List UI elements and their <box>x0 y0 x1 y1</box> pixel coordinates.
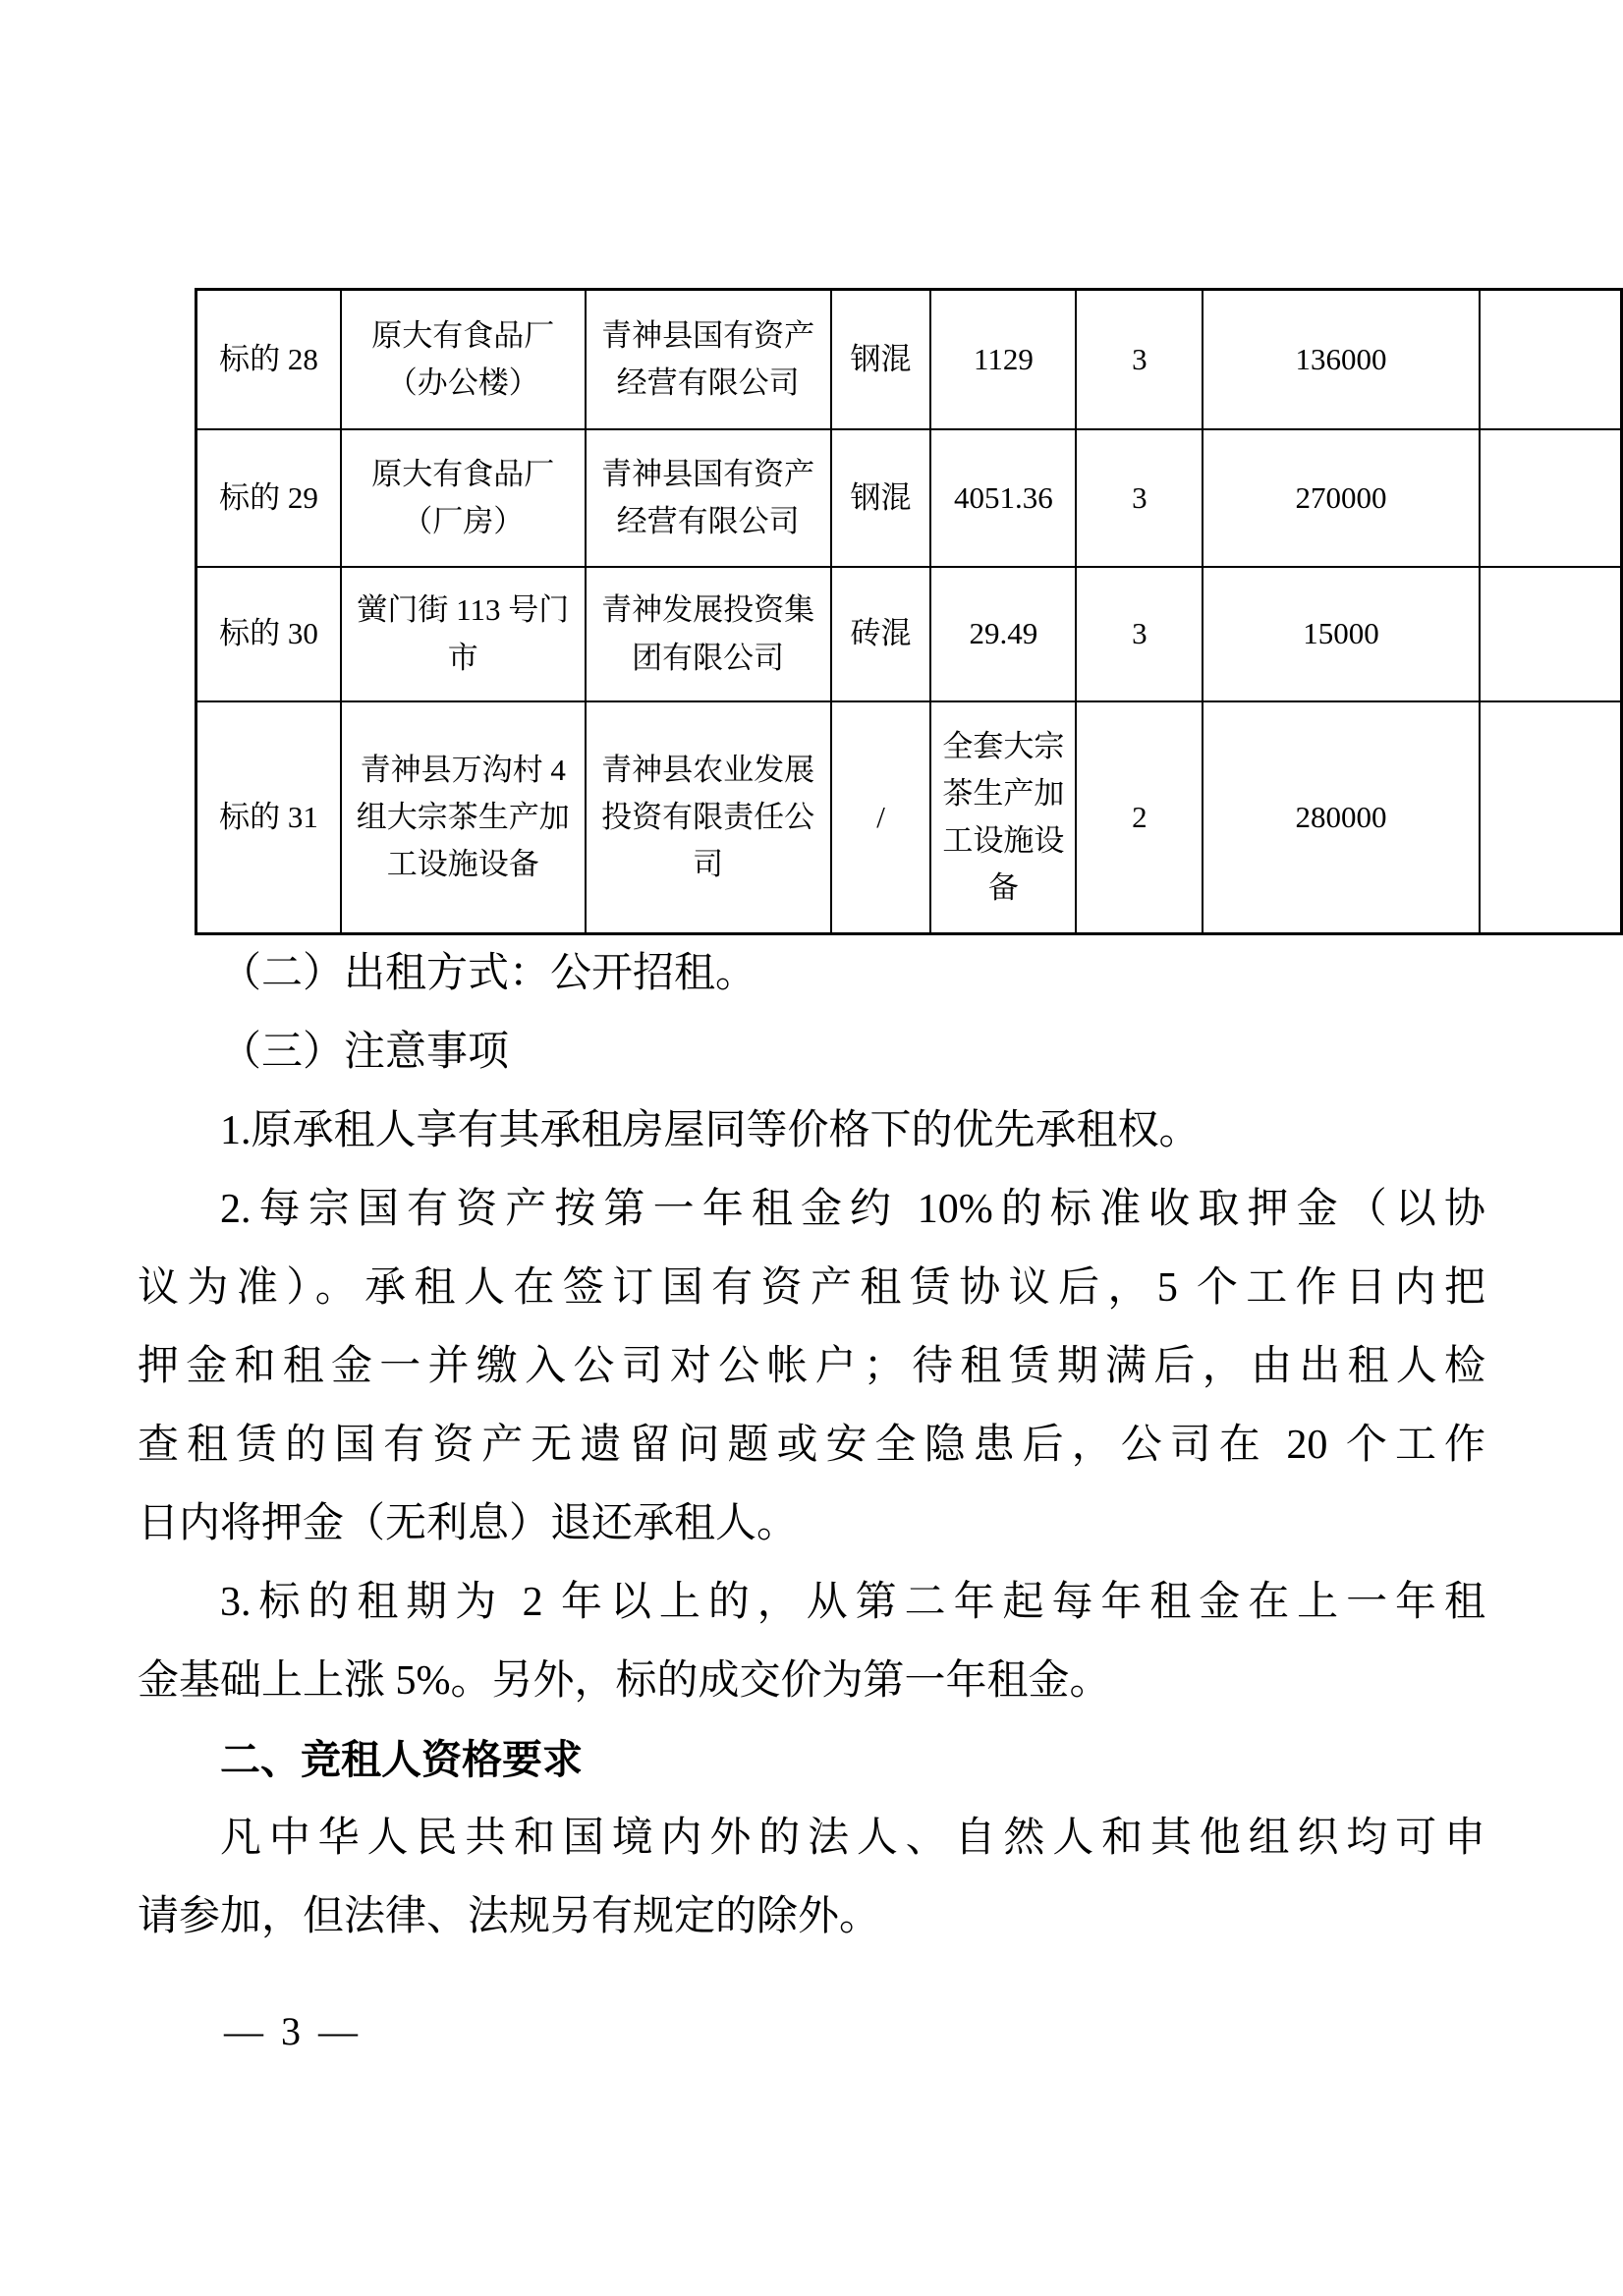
paragraph-line-notes-heading: （三）注意事项 <box>220 1030 510 1075</box>
cell-structure: 砖混 <box>831 567 931 701</box>
paragraph-line-rental-method: （二）出租方式：公开招租。 <box>220 951 757 996</box>
cell-term-years: 2 <box>1076 701 1203 934</box>
table-row <box>196 429 1622 567</box>
cell-price: 280000 <box>1203 701 1479 934</box>
cell-structure: 钢混 <box>831 290 931 430</box>
paragraph-line-qualif-b: 请参加，但法律、法规另有规定的除外。 <box>138 1894 881 1939</box>
cell-structure: / <box>831 701 931 934</box>
paragraph-line-note2-a: 2.每宗国有资产按第一年租金约 10%的标准收取押金（以协 <box>220 1187 1485 1232</box>
table-row <box>196 290 1622 430</box>
cell-lot-id: 标的 29 <box>196 429 341 567</box>
cell-price: 136000 <box>1203 290 1479 430</box>
cell-area: 29.49 <box>930 567 1076 701</box>
paragraph-line-note3-b: 金基础上上涨 5%。另外，标的成交价为第一年租金。 <box>138 1658 1111 1704</box>
cell-asset-name: 原大有食品厂（办公楼） <box>341 290 586 430</box>
cell-asset-name: 青神县万沟村 4 组大宗茶生产加工设施设备 <box>341 701 586 934</box>
cell-owner: 青神发展投资集团有限公司 <box>586 567 831 701</box>
cell-asset-name: 原大有食品厂（厂房） <box>341 429 586 567</box>
paragraph-line-note2-c: 押金和租金一并缴入公司对公帐户；待租赁期满后，由出租人检 <box>138 1344 1485 1389</box>
paragraph-line-note2-b: 议为准）。承租人在签订国有资产租赁协议后，5 个工作日内把 <box>138 1265 1485 1311</box>
cell-price: 270000 <box>1203 429 1479 567</box>
table-row <box>196 701 1622 934</box>
cell-owner: 青神县国有资产经营有限公司 <box>586 429 831 567</box>
page-number: — 3 — <box>224 2009 362 2053</box>
cell-area: 4051.36 <box>930 429 1076 567</box>
cell-owner: 青神县国有资产经营有限公司 <box>586 290 831 430</box>
cell-term-years: 3 <box>1076 290 1203 430</box>
cell-term-years: 3 <box>1076 429 1203 567</box>
cell-remark <box>1480 701 1622 934</box>
cell-lot-id: 标的 28 <box>196 290 341 430</box>
cell-asset-name: 黉门街 113 号门市 <box>341 567 586 701</box>
cell-lot-id: 标的 31 <box>196 701 341 934</box>
paragraph-line-qualif-a: 凡中华人民共和国境内外的法人、自然人和其他组织均可申 <box>220 1816 1485 1861</box>
asset-lot-table <box>195 288 1623 935</box>
cell-owner: 青神县农业发展投资有限责任公司 <box>586 701 831 934</box>
paragraph-line-note2-d: 查租赁的国有资产无遗留问题或安全隐患后，公司在 20 个工作 <box>138 1423 1485 1468</box>
cell-remark <box>1480 429 1622 567</box>
cell-structure: 钢混 <box>831 429 931 567</box>
paragraph-line-note3-a: 3.标的租期为 2 年以上的，从第二年起每年租金在上一年租 <box>220 1580 1485 1625</box>
cell-area: 1129 <box>930 290 1076 430</box>
cell-term-years: 3 <box>1076 567 1203 701</box>
cell-remark <box>1480 290 1622 430</box>
section-heading-qualifications: 二、竞租人资格要求 <box>220 1737 583 1782</box>
body-text <box>138 934 1485 1956</box>
cell-remark <box>1480 567 1622 701</box>
cell-lot-id: 标的 30 <box>196 567 341 701</box>
paragraph-line-note2-e: 日内将押金（无利息）退还承租人。 <box>138 1501 799 1546</box>
paragraph-line-note1: 1.原承租人享有其承租房屋同等价格下的优先承租权。 <box>220 1108 1201 1153</box>
table-row <box>196 567 1622 701</box>
cell-equipment: 全套大宗茶生产加工设施设备 <box>930 701 1076 934</box>
cell-price: 15000 <box>1203 567 1479 701</box>
